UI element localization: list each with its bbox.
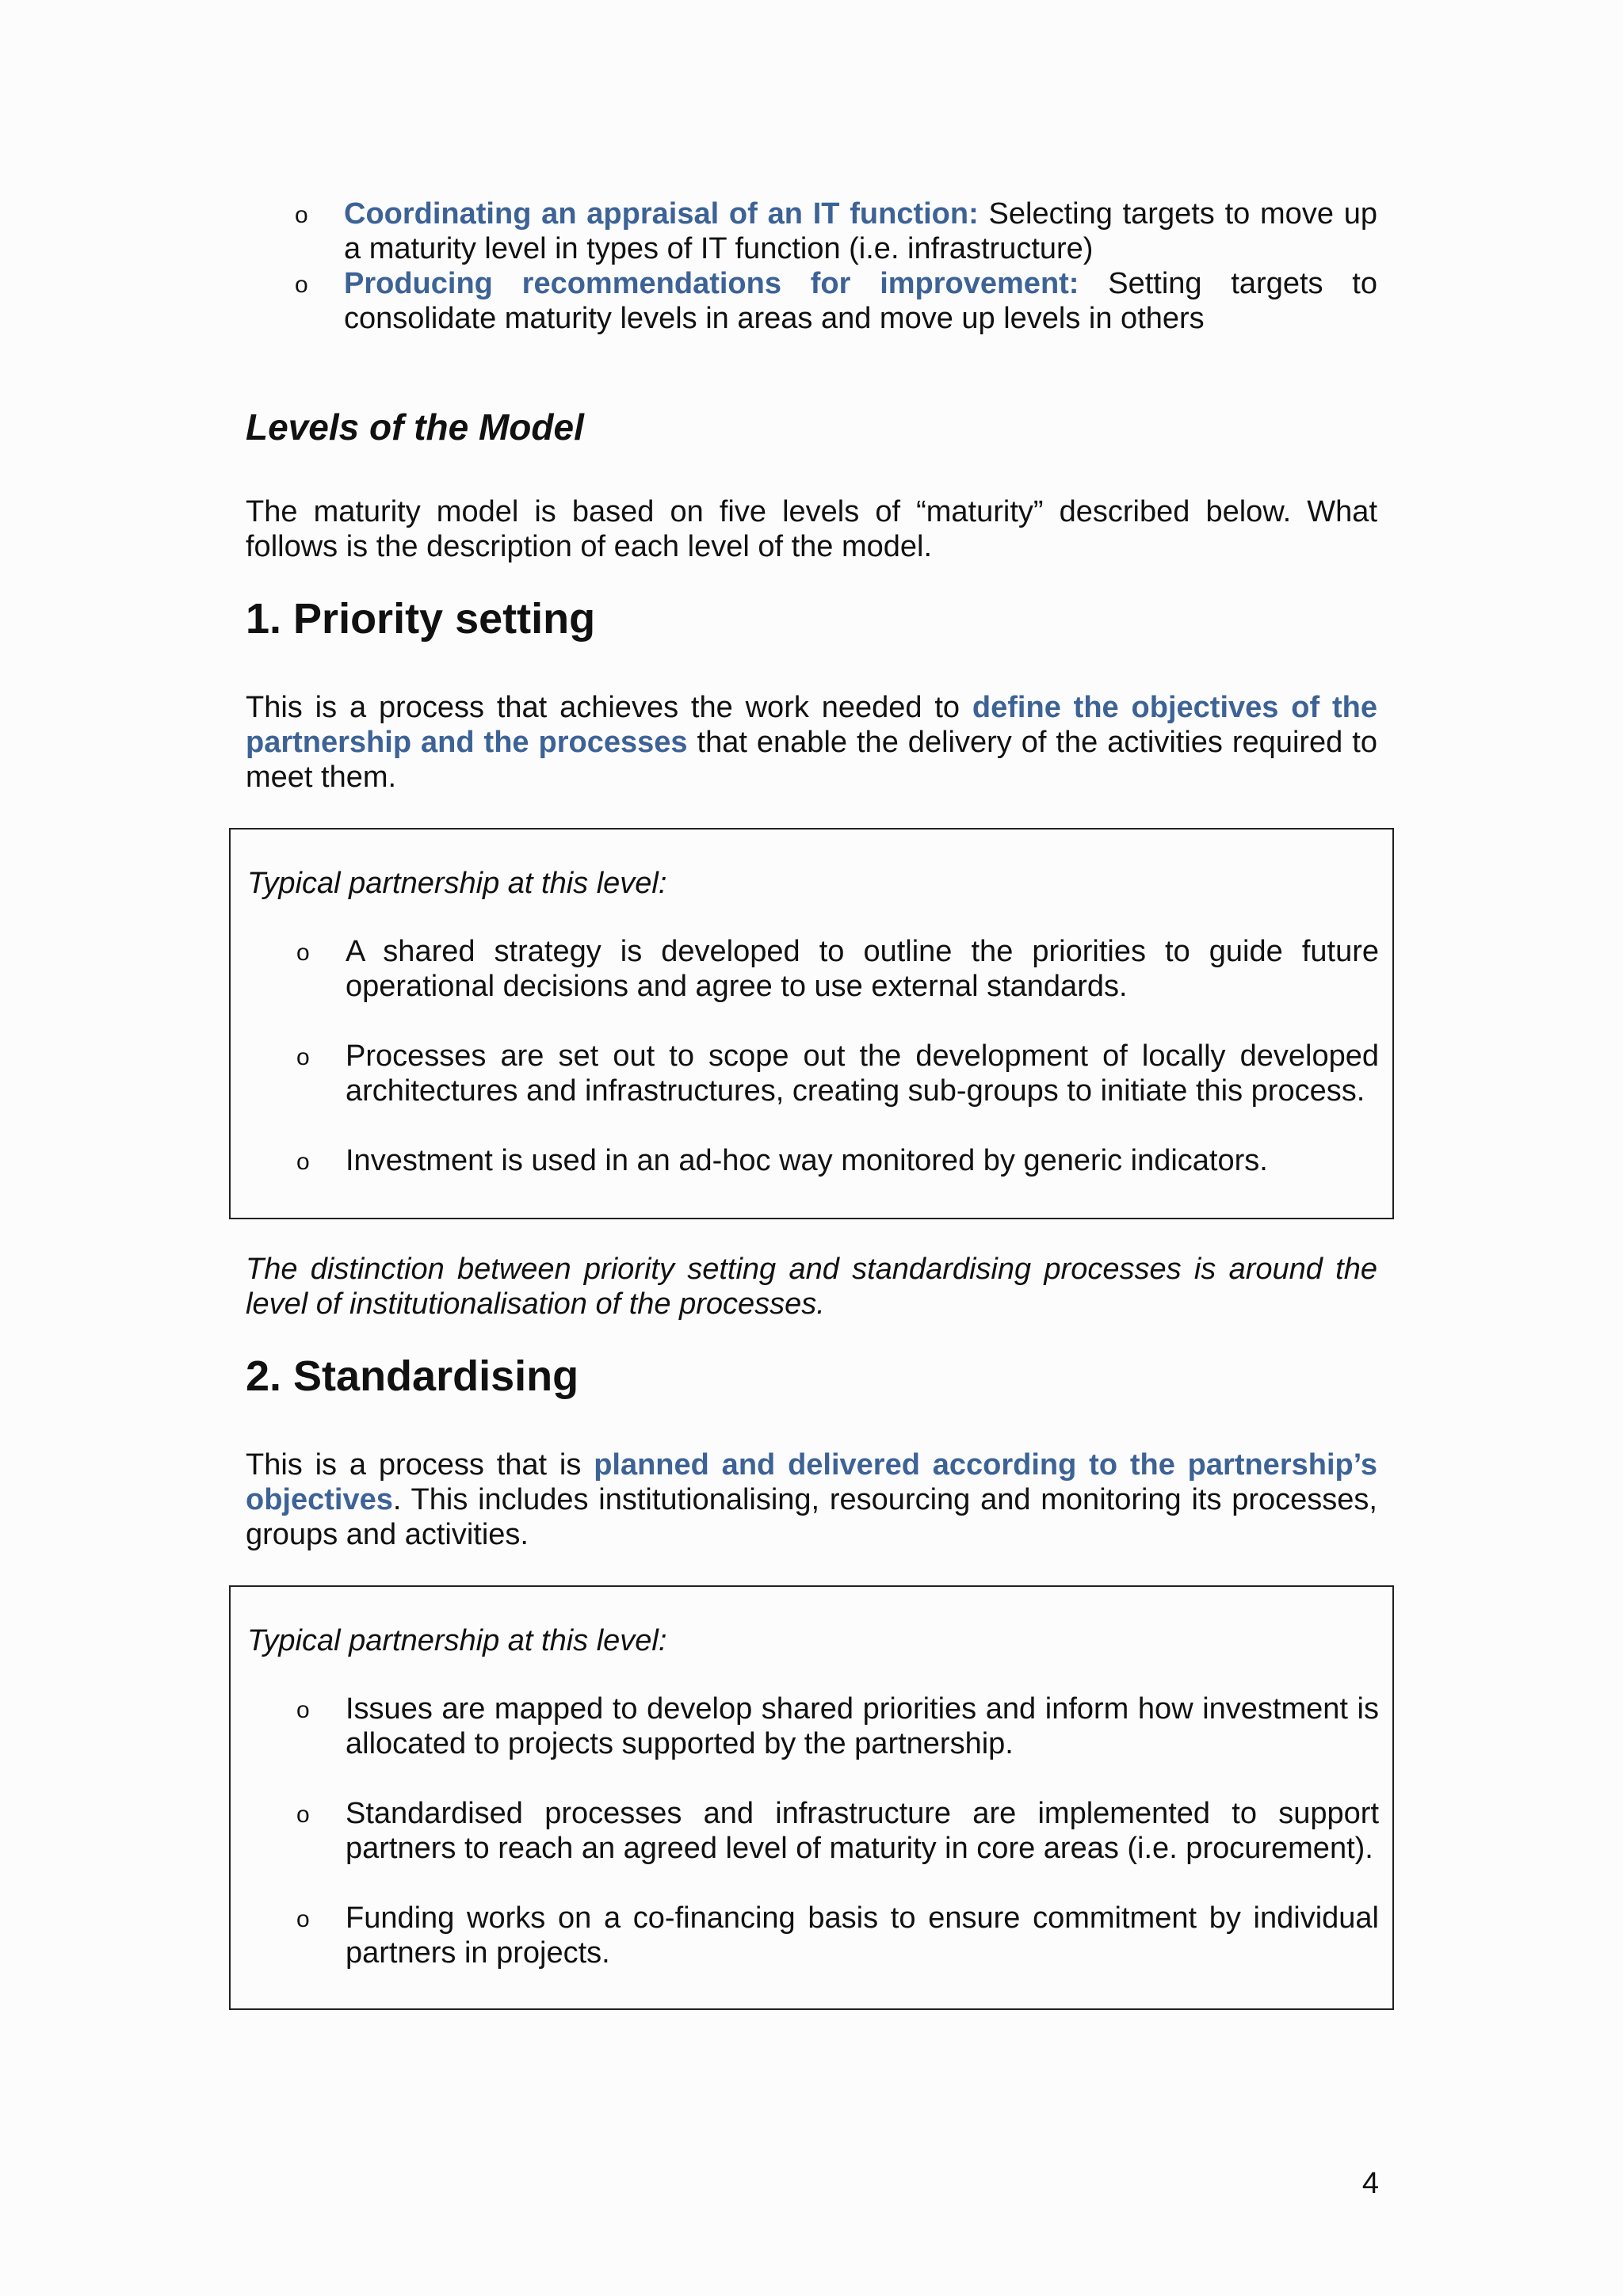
box-item-text: Funding works on a co-financing basis to ensure commitment by individual partners in projects. bbox=[346, 1901, 1379, 1970]
section-2-heading: 2. Standardising bbox=[246, 1352, 579, 1400]
section-2-paragraph bbox=[246, 1447, 1377, 1552]
section-2-box-list bbox=[247, 1691, 1379, 2005]
levels-heading: Levels of the Model bbox=[246, 406, 584, 448]
levels-intro-paragraph: The maturity model is based on five levels of “maturity” described below. What follows is the description of each level of the model. bbox=[246, 495, 1377, 563]
section-2-box bbox=[229, 1585, 1394, 2010]
section-1-heading: 1. Priority setting bbox=[246, 595, 596, 643]
bullet-lead: Producing recommendations for improvement: bbox=[344, 267, 1079, 300]
intro-bullet-2 bbox=[246, 266, 1377, 336]
box-item-text: A shared strategy is developed to outline the priorities to guide future operational decisions and agree to use external standards. bbox=[346, 935, 1379, 1003]
bullet-text: Setting targets to consolidate maturity levels in areas and move up levels in others bbox=[344, 267, 1377, 335]
intro-bullet-1 bbox=[246, 196, 1377, 266]
section-1-paragraph bbox=[246, 690, 1377, 795]
section-1-box-item bbox=[247, 1039, 1379, 1108]
section-2-box-item bbox=[247, 1691, 1379, 1761]
bullet-icon: o bbox=[296, 1044, 310, 1070]
section-2-box-label: Typical partnership at this level: bbox=[247, 1624, 667, 1657]
bullet-lead: Coordinating an appraisal of an IT function: bbox=[344, 197, 979, 231]
section-1-box-item bbox=[247, 1143, 1379, 1178]
section-1-box-label: Typical partnership at this level: bbox=[247, 867, 667, 900]
section-1-box bbox=[229, 828, 1394, 1219]
bullet-icon: o bbox=[296, 940, 310, 966]
box-item-text: Investment is used in an ad-hoc way monitored by generic indicators. bbox=[346, 1144, 1268, 1177]
section-2-para-emphasis: planned and delivered according to the partnership’s objectives bbox=[246, 1448, 1377, 1516]
bullet-icon: o bbox=[295, 272, 308, 298]
section-2-para-pre: This is a process that is bbox=[246, 1448, 594, 1482]
box-item-text: Processes are set out to scope out the development of locally developed architectures and infrastructures, creating sub-groups to initiate this process. bbox=[346, 1039, 1379, 1108]
bullet-icon: o bbox=[296, 1906, 310, 1932]
section-1-para-post: that enable the delivery of the activities required to meet them. bbox=[246, 726, 1377, 794]
box-item-text: Issues are mapped to develop shared priorities and inform how investment is allocated to projects supported by the partnership. bbox=[346, 1692, 1379, 1760]
bullet-icon: o bbox=[296, 1802, 310, 1828]
section-2-box-item bbox=[247, 1796, 1379, 1866]
page-number: 4 bbox=[1361, 2167, 1379, 2200]
box-item-text: Standardised processes and infrastructure are implemented to support partners to reach an agreed level of maturity in core areas (i.e. procurement). bbox=[346, 1797, 1379, 1865]
section-2-box-item bbox=[247, 1901, 1379, 1970]
bullet-icon: o bbox=[296, 1697, 310, 1723]
section-2-para-post: . This includes institutionalising, resourcing and monitoring its processes, groups and activities. bbox=[246, 1483, 1377, 1551]
section-1-note: The distinction between priority setting and standardising processes is around the level of institutionalisation of the processes. bbox=[246, 1253, 1377, 1321]
bullet-icon: o bbox=[296, 1149, 310, 1175]
section-1-box-list bbox=[247, 934, 1379, 1213]
bullet-icon: o bbox=[295, 202, 308, 228]
intro-bullet-list bbox=[246, 196, 1377, 336]
section-1-para-emphasis: define the objectives of the partnership and the processes bbox=[246, 691, 1377, 759]
section-1-box-item bbox=[247, 934, 1379, 1004]
section-1-para-pre: This is a process that achieves the work needed to bbox=[246, 691, 972, 724]
bullet-text: Selecting targets to move up a maturity level in types of IT function (i.e. infrastructure) bbox=[344, 197, 1377, 265]
